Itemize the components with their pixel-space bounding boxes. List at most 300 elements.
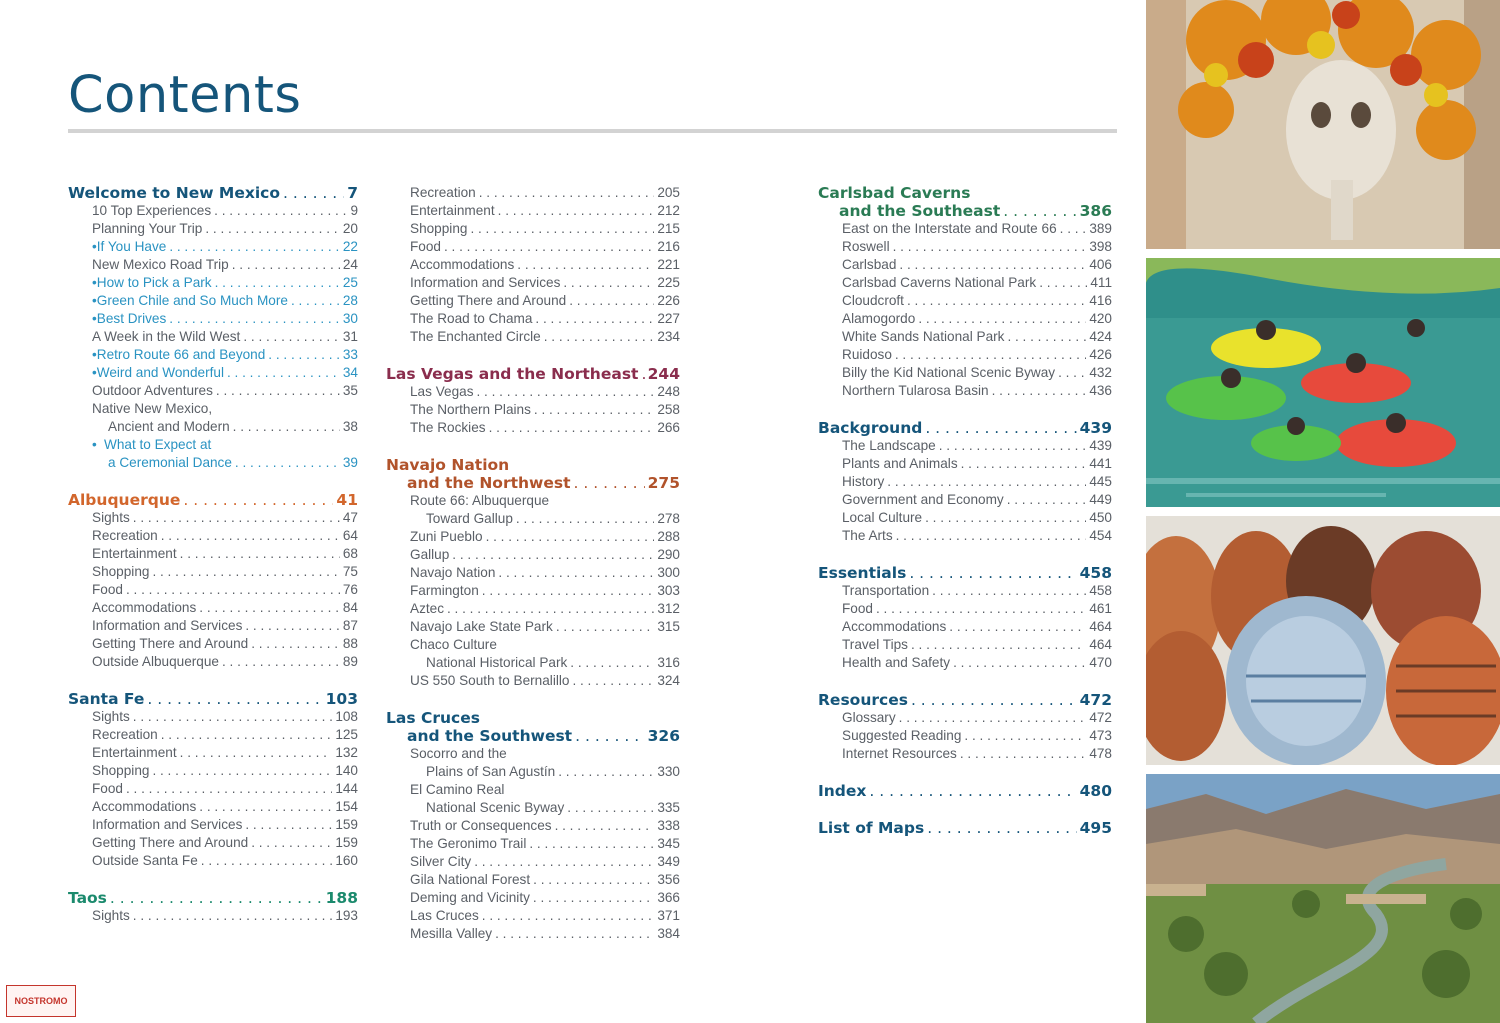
toc-item-page: 227 <box>657 311 680 326</box>
dot-leader <box>899 256 1086 274</box>
dot-leader <box>126 780 332 798</box>
dot-leader <box>489 419 655 437</box>
toc-item-page: 234 <box>657 329 680 344</box>
toc-item-page: 144 <box>335 781 358 796</box>
dot-leader <box>533 871 654 889</box>
river-tubing-photo <box>1146 258 1500 507</box>
section-heading-page: 103 <box>325 690 358 708</box>
toc-item[interactable] <box>818 582 1112 600</box>
dot-leader <box>516 510 654 528</box>
toc-item[interactable] <box>818 310 1112 328</box>
dot-leader <box>152 563 339 581</box>
toc-item-page: 89 <box>342 654 358 669</box>
toc-item-title: East on the Interstate and Route 66 <box>842 221 1057 236</box>
dot-leader <box>161 726 333 744</box>
toc-item-title: Local Culture <box>842 510 923 525</box>
toc-subitem[interactable] <box>68 292 358 310</box>
toc-item-page: 278 <box>657 511 680 526</box>
toc-item[interactable] <box>386 274 680 292</box>
dot-leader <box>918 310 1086 328</box>
dot-leader <box>574 474 645 492</box>
toc-item[interactable] <box>68 762 358 780</box>
toc-item-page: 248 <box>657 384 680 399</box>
toc-section <box>386 709 680 943</box>
toc-section <box>68 889 358 925</box>
toc-item-title: Getting There and Around <box>92 835 249 850</box>
toc-subitem[interactable] <box>68 346 358 364</box>
toc-item-page: 461 <box>1089 601 1112 616</box>
toc-item-page: 154 <box>335 799 358 814</box>
toc-item[interactable] <box>68 545 358 563</box>
toc-item[interactable] <box>386 202 680 220</box>
toc-item[interactable] <box>68 780 358 798</box>
toc-item-title: Information and Services <box>92 618 243 633</box>
toc-item-page: 411 <box>1090 275 1112 290</box>
toc-item-page: 140 <box>335 763 358 778</box>
toc-item[interactable] <box>386 636 680 654</box>
dot-leader <box>911 691 1077 709</box>
toc-section <box>386 184 680 346</box>
toc-item-title: Food <box>92 582 123 597</box>
dot-leader <box>925 509 1086 527</box>
toc-item[interactable] <box>818 654 1112 672</box>
section-heading[interactable] <box>818 819 1112 837</box>
toc-item[interactable] <box>68 617 358 635</box>
toc-item-page: 84 <box>342 600 358 615</box>
toc-item[interactable] <box>68 744 358 762</box>
toc-item-page: 303 <box>657 583 680 598</box>
section-heading[interactable] <box>818 782 1112 800</box>
dot-leader <box>291 292 340 310</box>
toc-item[interactable] <box>68 563 358 581</box>
toc-item[interactable] <box>68 635 358 653</box>
toc-item-page: 24 <box>342 257 358 272</box>
title-divider <box>68 129 1117 133</box>
toc-item-title: The Landscape <box>842 438 936 453</box>
toc-item-page: 31 <box>342 329 358 344</box>
toc-item-cont[interactable] <box>386 510 680 528</box>
skull-wreath-photo <box>1146 0 1500 249</box>
toc-item-page: 193 <box>335 908 358 923</box>
toc-item[interactable] <box>386 745 680 763</box>
toc-item-title: The Enchanted Circle <box>410 329 541 344</box>
section-heading-page: 7 <box>347 184 358 202</box>
toc-item-page: 68 <box>342 546 358 561</box>
section-heading-title: Taos <box>68 889 107 907</box>
toc-item[interactable] <box>68 382 358 400</box>
toc-item-title: Roswell <box>842 239 890 254</box>
dot-leader <box>477 383 655 401</box>
bullet-icon: • <box>92 275 97 290</box>
toc-item-title: Gallup <box>410 547 450 562</box>
dot-leader <box>133 907 333 925</box>
toc-item[interactable] <box>386 853 680 871</box>
toc-item[interactable] <box>386 600 680 618</box>
dot-leader <box>534 401 654 419</box>
toc-item[interactable] <box>68 726 358 744</box>
toc-item-page: 366 <box>657 890 680 905</box>
section-heading-cont[interactable] <box>818 202 1112 220</box>
toc-column-3 <box>818 184 1112 856</box>
toc-item[interactable] <box>386 310 680 328</box>
toc-item-title: Getting There and Around <box>410 293 567 308</box>
toc-item-title: The Geronimo Trail <box>410 836 527 851</box>
toc-item[interactable] <box>68 256 358 274</box>
toc-item-page: 47 <box>342 510 358 525</box>
dot-leader <box>470 220 654 238</box>
toc-item-page: 290 <box>657 547 680 562</box>
toc-item[interactable] <box>818 292 1112 310</box>
toc-item[interactable] <box>386 817 680 835</box>
section-heading[interactable] <box>818 564 1112 582</box>
toc-item[interactable] <box>818 709 1112 727</box>
section-heading[interactable] <box>818 184 1112 202</box>
toc-item[interactable] <box>386 925 680 943</box>
section-heading-title: Las Cruces <box>386 709 480 727</box>
toc-subitem[interactable] <box>68 436 358 454</box>
toc-item-page: 108 <box>335 709 358 724</box>
toc-item-title: Entertainment <box>92 745 177 760</box>
toc-item-page: 215 <box>657 221 680 236</box>
section-heading-page: 326 <box>647 727 680 745</box>
toc-item-page: 330 <box>657 764 680 779</box>
section-heading-page: 275 <box>647 474 680 492</box>
toc-subitem[interactable] <box>68 364 358 382</box>
toc-item-title: Accommodations <box>92 600 197 615</box>
section-heading-title: Essentials <box>818 564 907 582</box>
dot-leader <box>887 473 1086 491</box>
toc-item[interactable] <box>68 509 358 527</box>
dot-leader <box>169 238 340 256</box>
toc-item[interactable] <box>68 708 358 726</box>
publisher-logo: NOSTROMO <box>6 985 76 1017</box>
toc-subitem-cont[interactable] <box>68 454 358 472</box>
dot-leader <box>233 418 340 436</box>
toc-item[interactable] <box>68 907 358 925</box>
toc-item-page: 449 <box>1089 492 1112 507</box>
section-heading[interactable] <box>68 491 358 509</box>
toc-item[interactable] <box>386 292 680 310</box>
toc-item[interactable] <box>386 528 680 546</box>
section-heading[interactable] <box>386 456 680 474</box>
section-heading-page: 244 <box>647 365 680 383</box>
dot-leader <box>180 545 340 563</box>
toc-item[interactable] <box>818 636 1112 654</box>
toc-item[interactable] <box>386 256 680 274</box>
toc-item[interactable] <box>818 364 1112 382</box>
dot-leader <box>180 744 333 762</box>
toc-section <box>386 365 680 437</box>
dot-leader <box>869 782 1076 800</box>
toc-item-title: Silver City <box>410 854 472 869</box>
dot-leader <box>911 636 1086 654</box>
toc-section <box>68 184 358 472</box>
toc-subitem[interactable] <box>68 310 358 328</box>
section-heading-title: Background <box>818 419 923 437</box>
dot-leader <box>474 853 654 871</box>
toc-item-title: Outside Santa Fe <box>92 853 198 868</box>
toc-item-title: Food <box>92 781 123 796</box>
section-heading-title: Resources <box>818 691 908 709</box>
toc-section <box>818 691 1112 763</box>
toc-item-page: 205 <box>657 185 680 200</box>
toc-item[interactable] <box>818 256 1112 274</box>
dot-leader <box>960 745 1086 763</box>
toc-item-title: Las Vegas <box>410 384 474 399</box>
toc-item[interactable] <box>68 581 358 599</box>
dot-leader <box>222 653 340 671</box>
section-heading-title2: and the Northwest <box>407 474 571 492</box>
toc-item-title: Transportation <box>842 583 930 598</box>
bullet-icon: • <box>92 239 97 254</box>
dot-leader <box>152 762 332 780</box>
toc-item-page: 315 <box>657 619 680 634</box>
toc-item[interactable] <box>386 546 680 564</box>
toc-item[interactable] <box>68 798 358 816</box>
toc-item-page: 159 <box>335 835 358 850</box>
toc-item[interactable] <box>386 419 680 437</box>
toc-item[interactable] <box>386 835 680 853</box>
section-heading[interactable] <box>68 690 358 708</box>
toc-item[interactable] <box>68 400 358 418</box>
toc-item[interactable] <box>68 527 358 545</box>
toc-item-title: Planning Your Trip <box>92 221 203 236</box>
dot-leader <box>949 618 1086 636</box>
toc-item[interactable] <box>386 889 680 907</box>
dot-leader <box>126 581 340 599</box>
toc-section <box>68 491 358 671</box>
bullet-icon: • <box>92 437 97 452</box>
toc-item-title: A Week in the Wild West <box>92 329 241 344</box>
toc-item-page: 470 <box>1089 655 1112 670</box>
toc-section <box>386 456 680 690</box>
section-heading[interactable] <box>818 691 1112 709</box>
section-heading-title: Carlsbad Caverns <box>818 184 971 202</box>
toc-item-page: 76 <box>342 582 358 597</box>
toc-item-title: Government and Economy <box>842 492 1004 507</box>
toc-item[interactable] <box>68 202 358 220</box>
toc-item[interactable] <box>818 328 1112 346</box>
toc-item-page: 406 <box>1089 257 1112 272</box>
toc-item-title: Glossary <box>842 710 896 725</box>
toc-item[interactable] <box>386 672 680 690</box>
toc-subitem-title: Best Drives <box>96 311 167 326</box>
section-heading-title2: and the Southeast <box>839 202 1001 220</box>
dot-leader <box>479 184 655 202</box>
toc-item[interactable] <box>68 653 358 671</box>
toc-item-page: 338 <box>657 818 680 833</box>
toc-item-page: 439 <box>1089 438 1112 453</box>
toc-item-page: 288 <box>657 529 680 544</box>
toc-item[interactable] <box>818 727 1112 745</box>
dot-leader <box>570 654 654 672</box>
toc-item-page: 356 <box>657 872 680 887</box>
section-heading-page: 188 <box>325 889 358 907</box>
toc-item-page: 159 <box>335 817 358 832</box>
dot-leader <box>227 364 340 382</box>
section-heading-title: Index <box>818 782 867 800</box>
toc-item[interactable] <box>818 238 1112 256</box>
toc-item[interactable] <box>386 618 680 636</box>
toc-item[interactable] <box>386 781 680 799</box>
toc-item[interactable] <box>818 274 1112 292</box>
dot-leader <box>215 274 340 292</box>
toc-item-title: Gila National Forest <box>410 872 531 887</box>
toc-item-title: Food <box>842 601 873 616</box>
toc-item-page: 258 <box>657 402 680 417</box>
dot-leader <box>199 798 332 816</box>
toc-item[interactable] <box>818 220 1112 238</box>
toc-item[interactable] <box>68 328 358 346</box>
toc-item-page: 75 <box>342 564 358 579</box>
dot-leader <box>896 527 1087 545</box>
toc-column-1 <box>68 184 358 944</box>
toc-item-cont[interactable] <box>386 654 680 672</box>
dot-leader <box>133 708 333 726</box>
toc-item[interactable] <box>386 238 680 256</box>
toc-item[interactable] <box>818 745 1112 763</box>
toc-item[interactable] <box>386 383 680 401</box>
dot-leader <box>214 202 347 220</box>
toc-item-cont[interactable] <box>386 763 680 781</box>
dot-leader <box>183 491 333 509</box>
section-heading-page: 472 <box>1079 691 1112 709</box>
toc-item[interactable] <box>818 600 1112 618</box>
toc-item[interactable] <box>386 184 680 202</box>
dot-leader <box>147 690 322 708</box>
toc-item[interactable] <box>68 834 358 852</box>
toc-item[interactable] <box>818 382 1112 400</box>
toc-item[interactable] <box>818 473 1112 491</box>
toc-item[interactable] <box>68 599 358 617</box>
toc-item-title: Shopping <box>92 564 150 579</box>
toc-column-2 <box>386 184 680 962</box>
toc-item-page: 441 <box>1089 456 1112 471</box>
toc-item-title: Shopping <box>410 221 468 236</box>
dot-leader <box>909 564 1076 582</box>
section-heading-title2: and the Southwest <box>407 727 573 745</box>
section-heading-cont[interactable] <box>386 474 680 492</box>
toc-item[interactable] <box>818 509 1112 527</box>
toc-item[interactable] <box>818 618 1112 636</box>
toc-item-title: US 550 South to Bernalillo <box>410 673 570 688</box>
section-heading[interactable] <box>818 419 1112 437</box>
toc-item-cont[interactable] <box>386 799 680 817</box>
section-heading-cont[interactable] <box>386 727 680 745</box>
toc-item[interactable] <box>818 527 1112 545</box>
toc-item-title: Mesilla Valley <box>410 926 493 941</box>
toc-item-title: Aztec <box>410 601 444 616</box>
toc-item-title: El Camino Real <box>410 782 505 797</box>
toc-item-page: 125 <box>335 727 358 742</box>
toc-section <box>818 419 1112 545</box>
toc-item[interactable] <box>818 437 1112 455</box>
section-heading-page: 41 <box>336 491 358 509</box>
toc-item-cont[interactable] <box>68 418 358 436</box>
toc-item[interactable] <box>386 907 680 925</box>
dot-leader <box>283 184 344 202</box>
toc-item-cont-title: National Historical Park <box>426 655 568 670</box>
dot-leader <box>251 834 332 852</box>
toc-item[interactable] <box>68 852 358 870</box>
toc-subitem[interactable] <box>68 274 358 292</box>
toc-subitem-page: 33 <box>342 347 358 362</box>
toc-item-title: Socorro and the <box>410 746 507 761</box>
toc-section <box>818 184 1112 400</box>
toc-item-page: 458 <box>1089 583 1112 598</box>
toc-item-title: Outdoor Adventures <box>92 383 213 398</box>
toc-item-title: Route 66: Albuquerque <box>410 493 550 508</box>
dot-leader <box>235 454 340 472</box>
toc-item-page: 132 <box>335 745 358 760</box>
toc-item[interactable] <box>386 564 680 582</box>
section-heading[interactable] <box>386 709 680 727</box>
toc-item-page: 225 <box>657 275 680 290</box>
section-heading[interactable] <box>68 889 358 907</box>
toc-item-title: Food <box>410 239 441 254</box>
dot-leader <box>1003 202 1076 220</box>
dot-leader <box>1039 274 1087 292</box>
toc-item[interactable] <box>386 492 680 510</box>
dot-leader <box>199 599 340 617</box>
toc-item-title: Entertainment <box>92 546 177 561</box>
dot-leader <box>161 527 340 545</box>
toc-subitem-page: 39 <box>342 455 358 470</box>
toc-item-page: 226 <box>657 293 680 308</box>
toc-subitem-page: 34 <box>342 365 358 380</box>
bullet-icon: • <box>92 311 97 326</box>
toc-item[interactable] <box>386 220 680 238</box>
toc-subitem[interactable] <box>68 238 358 256</box>
toc-item[interactable] <box>68 220 358 238</box>
dot-leader <box>641 365 644 383</box>
toc-item[interactable] <box>386 871 680 889</box>
toc-item[interactable] <box>818 346 1112 364</box>
dot-leader <box>907 292 1086 310</box>
toc-item-title: Carlsbad <box>842 257 897 272</box>
section-heading[interactable] <box>68 184 358 202</box>
dot-leader <box>517 256 654 274</box>
toc-subitem-title: Retro Route 66 and Beyond <box>96 347 266 362</box>
dot-leader <box>1007 491 1087 509</box>
toc-item[interactable] <box>818 455 1112 473</box>
toc-item-page: 426 <box>1089 347 1112 362</box>
canyon-river-photo <box>1146 774 1500 1023</box>
toc-item[interactable] <box>818 491 1112 509</box>
dot-leader <box>961 455 1087 473</box>
dot-leader <box>893 238 1087 256</box>
toc-item[interactable] <box>386 401 680 419</box>
toc-item-title: Accommodations <box>410 257 515 272</box>
toc-item-title: Northern Tularosa Basin <box>842 383 989 398</box>
toc-item-page: 300 <box>657 565 680 580</box>
section-heading-title: Welcome to New Mexico <box>68 184 281 202</box>
dot-leader <box>927 819 1076 837</box>
toc-item[interactable] <box>386 582 680 600</box>
bullet-icon: • <box>92 347 97 362</box>
toc-item[interactable] <box>68 816 358 834</box>
toc-item-page: 432 <box>1089 365 1112 380</box>
dot-leader <box>205 220 340 238</box>
toc-item-page: 454 <box>1089 528 1112 543</box>
toc-item-page: 389 <box>1089 221 1112 236</box>
toc-item[interactable] <box>386 328 680 346</box>
toc-item-page: 464 <box>1089 637 1112 652</box>
section-heading[interactable] <box>386 365 680 383</box>
dot-leader <box>544 328 655 346</box>
toc-item-cont-title: National Scenic Byway <box>426 800 565 815</box>
toc-item-page: 88 <box>342 636 358 651</box>
